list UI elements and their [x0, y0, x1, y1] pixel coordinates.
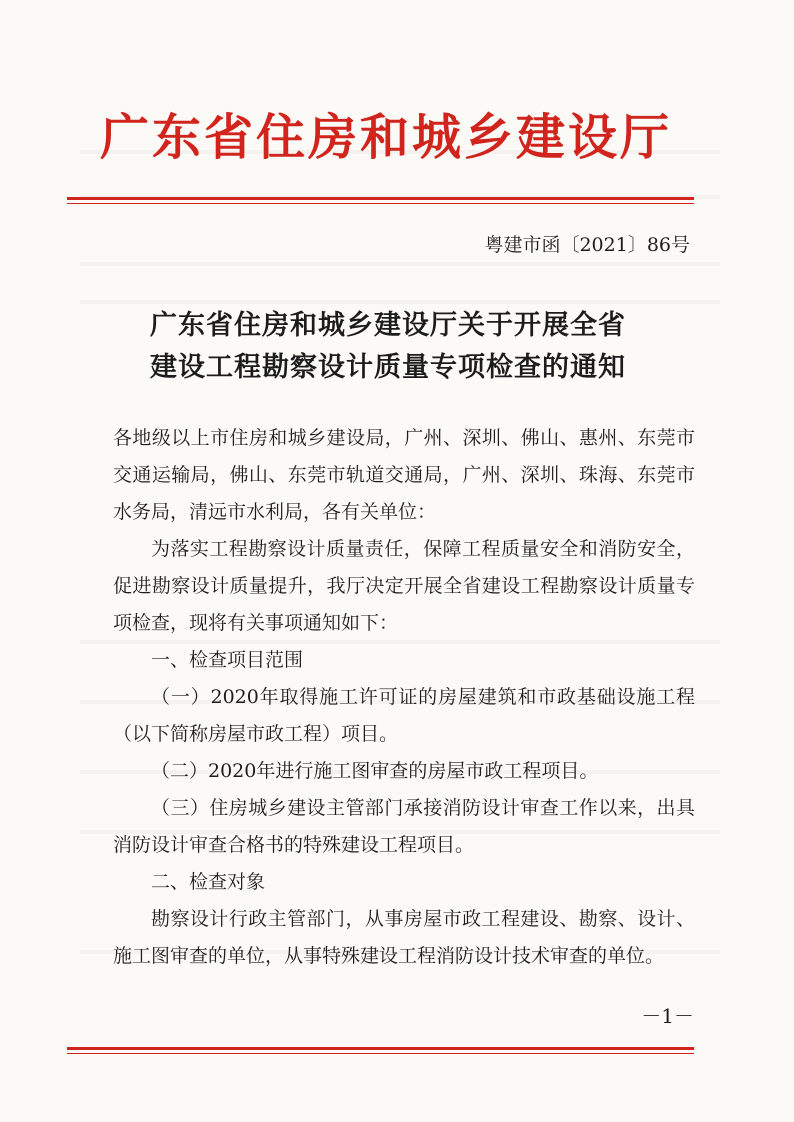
page-number: －1－: [641, 1004, 694, 1028]
intro-paragraph: 为落实工程勘察设计质量责任，保障工程质量安全和消防安全，促进勘察设计质量提升，我厅决定开展全省建设工程勘察设计质量专项检查，现将有关事项通知如下：: [113, 538, 695, 634]
addressee-paragraph: 各地级以上市住房和城乡建设局，广州、深圳、佛山、惠州、东莞市交通运输局，佛山、东莞市轨道交通局，广州、深圳、珠海、东莞市水务局，清远市水利局，各有关单位：: [113, 427, 695, 523]
document-title: [150, 305, 670, 389]
section1-item-1: （一）2020年取得施工许可证的房屋建筑和市政基础设施工程（以下简称房屋市政工程）项目。: [113, 686, 695, 745]
section-heading-1: 一、检查项目范围: [151, 649, 304, 671]
document-body: [113, 420, 695, 975]
issuer-header-title: 广东省住房和城乡建设厅: [100, 109, 673, 166]
document-number: 粤建市函〔2021〕86号: [484, 234, 690, 256]
footer-red-rule: [67, 1047, 694, 1050]
section2-paragraph: 勘察设计行政主管部门，从事房屋市政工程建设、勘察、设计、施工图审查的单位，从事特殊建设工程消防设计技术审查的单位。: [113, 908, 695, 967]
section-heading-2: 二、检查对象: [151, 871, 266, 893]
header-red-rule: [67, 197, 694, 200]
title-line-1: 广东省住房和城乡建设厅关于开展全省: [150, 310, 626, 341]
header-red-rule-thin: [67, 203, 694, 204]
section1-item-2: （二）2020年进行施工图审查的房屋市政工程项目。: [151, 760, 599, 782]
title-line-2: 建设工程勘察设计质量专项检查的通知: [150, 352, 626, 383]
section1-item-3: （三）住房城乡建设主管部门承接消防设计审查工作以来，出具消防设计审查合格书的特殊建设工程项目。: [113, 797, 695, 856]
footer-red-rule-thin: [67, 1053, 694, 1054]
